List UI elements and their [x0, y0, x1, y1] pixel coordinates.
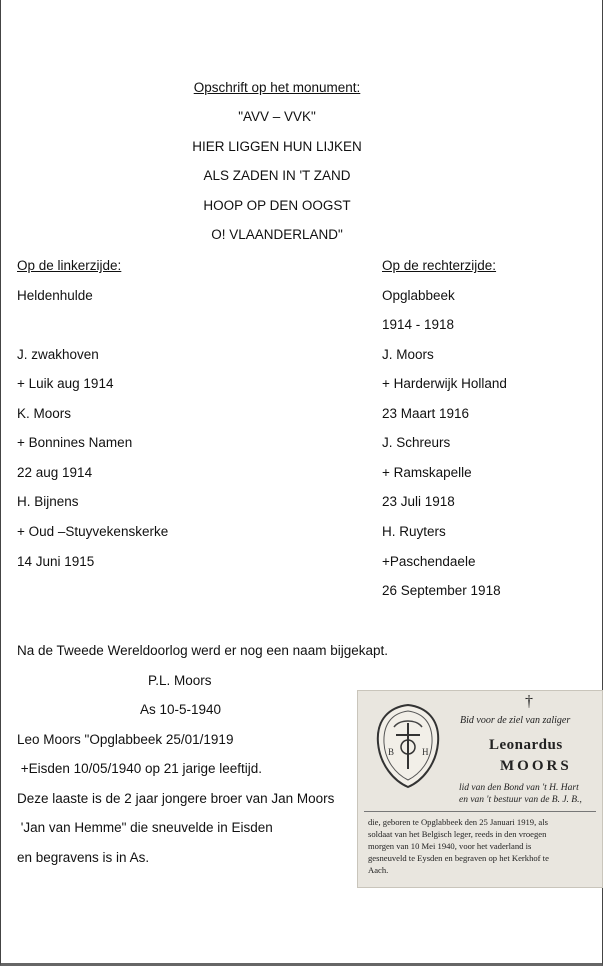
footer-line: 'Jan van Hemme" die sneuvelde in Eisden — [17, 820, 273, 835]
left-side-line: 14 Juni 1915 — [17, 554, 95, 569]
monument-line: ALS ZADEN IN 'T ZAND — [203, 168, 351, 183]
card-text-line: morgen van 10 Mei 1940, voor het vaderland is — [368, 841, 532, 851]
footer-line: en begravens is in As. — [17, 850, 150, 865]
right-side-line: 26 September 1918 — [382, 583, 501, 598]
right-side-line: 1914 - 1918 — [382, 317, 455, 332]
card-divider — [364, 811, 596, 812]
monument-line: O! VLAANDERLAND" — [211, 227, 343, 242]
card-text-line: Aach. — [368, 865, 389, 875]
sacred-heart-emblem-icon — [374, 703, 442, 789]
right-side-line: + Ramskapelle — [382, 465, 472, 480]
emblem-letter: B — [388, 747, 395, 757]
footer-line: +Eisden 10/05/1940 op 21 jarige leeftijd. — [17, 761, 263, 776]
left-side-line: Heldenhulde — [17, 288, 93, 303]
card-membership: lid van den Bond van 't H. Hart — [459, 783, 579, 793]
card-text-line: die, geboren te Opglabbeek den 25 Januari 1919, als — [368, 817, 548, 827]
right-side-heading: Op de rechterzijde: — [382, 258, 497, 273]
emblem-letter: H — [422, 747, 429, 757]
card-first-name: Leonardus — [489, 737, 563, 753]
card-last-name: MOORS — [500, 758, 572, 774]
left-side-line: H. Bijnens — [17, 494, 79, 509]
card-text-line: soldaat van het Belgisch leger, reeds in den vroegen — [368, 829, 547, 839]
left-side-line: 22 aug 1914 — [17, 465, 93, 480]
right-side-line: +Paschendaele — [382, 554, 476, 569]
card-prayer: Bid voor de ziel van zaliger — [460, 715, 571, 726]
left-side-line: + Oud –Stuyvekenskerke — [17, 524, 169, 539]
left-side-line: + Luik aug 1914 — [17, 376, 114, 391]
right-side-line: J. Moors — [382, 347, 434, 362]
right-side-line: H. Ruyters — [382, 524, 446, 539]
left-side-line: J. zwakhoven — [17, 347, 99, 362]
memorial-card-image — [357, 690, 603, 888]
footer-line: Deze laaste is de 2 jaar jongere broer van Jan Moors — [17, 791, 335, 806]
monument-heading: Opschrift op het monument: — [193, 80, 361, 95]
monument-line: "AVV – VVK" — [238, 109, 316, 124]
footer-name: P.L. Moors — [148, 673, 212, 688]
right-side-line: J. Schreurs — [382, 435, 451, 450]
monument-line: HIER LIGGEN HUN LIJKEN — [192, 139, 362, 154]
right-side-line: 23 Juli 1918 — [382, 494, 455, 509]
footer-intro: Na de Tweede Wereldoorlog werd er nog een naam bijgekapt. — [17, 643, 388, 658]
left-side-line: + Bonnines Namen — [17, 435, 133, 450]
cross-icon: † — [525, 693, 533, 710]
monument-line: HOOP OP DEN OOGST — [203, 198, 351, 213]
right-side-line: Opglabbeek — [382, 288, 455, 303]
footer-place: As 10-5-1940 — [140, 702, 222, 717]
left-side-heading: Op de linkerzijde: — [17, 258, 122, 273]
right-side-line: + Harderwijk Holland — [382, 376, 507, 391]
right-side-line: 23 Maart 1916 — [382, 406, 470, 421]
footer-line: Leo Moors "Opglabbeek 25/01/1919 — [17, 732, 234, 747]
card-text-line: gesneuveld te Eysden en begraven op het Kerkhof te — [368, 853, 549, 863]
card-membership: en van 't bestuur van de B. J. B., — [459, 795, 582, 805]
left-side-line: K. Moors — [17, 406, 72, 421]
